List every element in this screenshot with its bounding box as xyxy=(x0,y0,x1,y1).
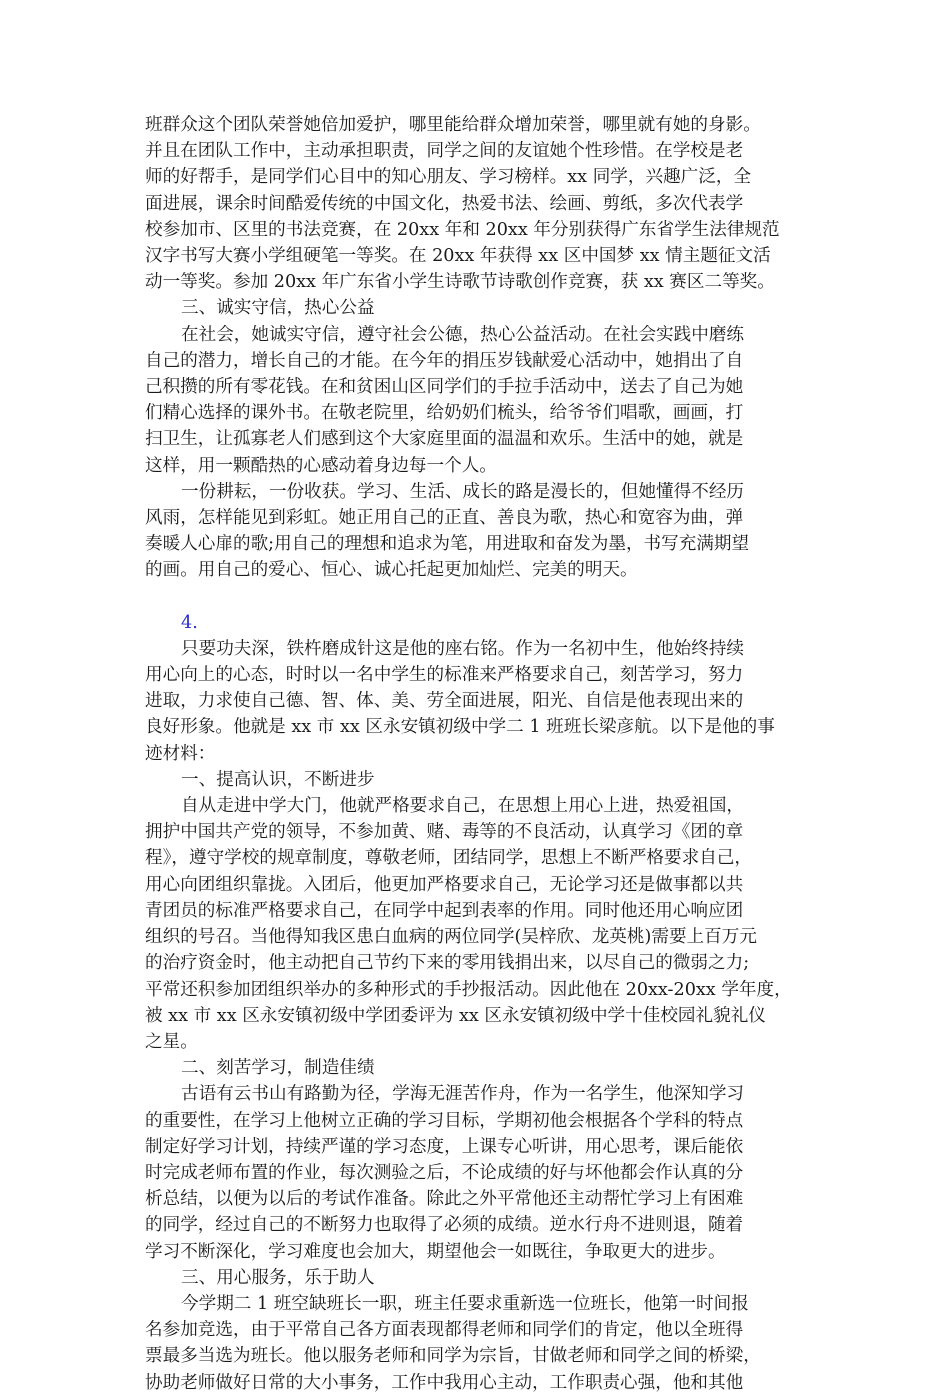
text-line: 只要功夫深，铁杵磨成针这是他的座右铭。作为一名初中生，他始终持续 xyxy=(181,638,745,659)
text-line: 的治疗资金时，他主动把自己节约下来的零用钱捐出来，以尽自己的微弱之力; xyxy=(145,953,750,974)
text-line: 析总结，以便为以后的考试作准备。除此之外平常他还主动帮忙学习上有困难 xyxy=(145,1189,744,1210)
text-line: 面进展，课余时间酷爱传统的中国文化，热爱书法、绘画、剪纸，多次代表学 xyxy=(145,193,744,214)
text-line: 自己的潜力，增长自己的才能。在今年的捐压岁钱献爱心活动中，她捐出了自 xyxy=(145,350,744,371)
text-line: 之星。 xyxy=(145,1031,198,1052)
paragraph-progress xyxy=(145,793,811,1055)
text-line: 的重要性，在学习上他树立正确的学习目标，学期初他会根据各个学科的特点 xyxy=(145,1110,744,1131)
text-line: 汉字书写大赛小学组硬笔一等奖。在 20xx 年获得 xx 区中国梦 xx 情主题征文活 xyxy=(145,246,771,267)
paragraph-continuation xyxy=(145,112,811,295)
text-line: 古语有云书山有路勤为径，学海无涯苦作舟，作为一名学生，他深知学习 xyxy=(181,1084,745,1105)
text-line: 青团员的标准严格要求自己，在同学中起到表率的作用。同时他还用心响应团 xyxy=(145,900,744,921)
document-page xyxy=(145,112,811,1396)
text-line: 时完成老师布置的作业，每次测验之后，不论成绩的好与坏他都会作认真的分 xyxy=(145,1162,744,1183)
text-line: 进取，力求使自己德、智、体、美、劳全面进展，阳光、自信是他表现出来的 xyxy=(145,691,744,712)
text-line: 被 xx 市 xx 区永安镇初级中学团委评为 xx 区永安镇初级中学十佳校园礼貌礼仪 xyxy=(145,1005,766,1026)
text-line: 在社会，她诚实守信，遵守社会公德，热心公益活动。在社会实践中磨练 xyxy=(181,324,745,345)
text-line: 迹材料： xyxy=(145,743,216,764)
text-line: 用心向上的心态，时时以一名中学生的标准来严格要求自己，刻苦学习，努力 xyxy=(145,665,744,686)
text-line: 良好形象。他就是 xx 市 xx 区永安镇初级中学二 1 班班长梁彦航。以下是他的事 xyxy=(145,717,775,738)
text-line: 学习不断深化，学习难度也会加大，期望他会一如既往，争取更大的进步。 xyxy=(145,1241,726,1262)
text-line: 的画。用自己的爱心、恒心、诚心托起更加灿烂、完美的明天。 xyxy=(145,560,638,581)
section-heading xyxy=(145,1055,811,1081)
text-line: 拥护中国共产党的领导，不参加黄、赌、毒等的不良活动，认真学习《团的章 xyxy=(145,822,744,843)
heading-text: 一、提高认识，不断进步 xyxy=(181,769,375,790)
section-number-text: 4. xyxy=(181,612,198,633)
text-line: 班群众这个团队荣誉她倍加爱护，哪里能给群众增加荣誉，哪里就有她的身影。 xyxy=(145,115,761,135)
text-line: 一份耕耘，一份收获。学习、生活、成长的路是漫长的，但她懂得不经历 xyxy=(181,481,745,502)
text-line: 这样，用一颗酷热的心感动着身边每一个人。 xyxy=(145,455,497,476)
paragraph-intro xyxy=(145,636,811,767)
text-line: 今学期二 1 班空缺班长一职，班主任要求重新选一位班长，他第一时间报 xyxy=(181,1293,749,1314)
text-line: 奏暖人心扉的歌;用自己的理想和追求为笔，用进取和奋发为墨，书写充满期望 xyxy=(145,534,750,555)
text-line: 组织的号召。当他得知我区患白血病的两位同学(吴梓欣、龙英桃)需要上百万元 xyxy=(145,927,757,948)
text-line: 风雨，怎样能见到彩虹。她正用自己的正直、善良为歌，热心和宽容为曲，弹 xyxy=(145,508,744,529)
text-line: 协助老师做好日常的大小事务，工作中我用心主动，工作职责心强，他和其他 xyxy=(145,1372,744,1393)
text-line: 名参加竞选，由于平常自己各方面表现都得老师和同学们的肯定，他以全班得 xyxy=(145,1320,744,1341)
section-heading xyxy=(145,295,811,321)
section-number xyxy=(145,610,811,636)
paragraph-study xyxy=(145,1081,811,1264)
text-line: 制定好学习计划，持续严谨的学习态度，上课专心听讲，用心思考，课后能依 xyxy=(145,1136,744,1157)
text-line: 己积攒的所有零花钱。在和贫困山区同学们的手拉手活动中，送去了自己为她 xyxy=(145,377,744,398)
section-heading xyxy=(145,767,811,793)
paragraph-public-welfare xyxy=(145,322,811,479)
text-line: 们精心选择的课外书。在敬老院里，给奶奶们梳头，给爷爷们唱歌，画画，打 xyxy=(145,403,744,424)
text-line: 程》，遵守学校的规章制度，尊敬老师，团结同学，思想上不断严格要求自己， xyxy=(145,848,752,869)
heading-text: 三、用心服务，乐于助人 xyxy=(181,1267,375,1288)
paragraph-closing xyxy=(145,479,811,584)
text-line: 师的好帮手，是同学们心目中的知心朋友、学习榜样。xx 同学，兴趣广泛，全 xyxy=(145,167,752,188)
text-line: 自从走进中学大门，他就严格要求自己，在思想上用心上进，热爱祖国， xyxy=(181,796,745,817)
text-line: 扫卫生，让孤寡老人们感到这个大家庭里面的温温和欢乐。生活中的她，就是 xyxy=(145,429,744,450)
heading-text: 二、刻苦学习，制造佳绩 xyxy=(181,1058,375,1079)
text-line: 票最多当选为班长。他以服务老师和同学为宗旨，甘做老师和同学之间的桥梁， xyxy=(145,1346,761,1367)
text-line: 动一等奖。参加 20xx 年广东省小学生诗歌节诗歌创作竞赛，获 xx 赛区二等奖。 xyxy=(145,272,775,293)
text-line: 校参加市、区里的书法竞赛，在 20xx 年和 20xx 年分别获得广东省学生法律规范 xyxy=(145,219,780,240)
text-line: 的同学，经过自己的不断努力也取得了必须的成绩。逆水行舟不进则退，随着 xyxy=(145,1215,744,1236)
text-line: 用心向团组织靠拢。入团后，他更加严格要求自己，无论学习还是做事都以共 xyxy=(145,874,744,895)
paragraph-service xyxy=(145,1291,811,1396)
section-heading xyxy=(145,1265,811,1291)
text-line: 并且在团队工作中，主动承担职责，同学之间的友谊她个性珍惜。在学校是老 xyxy=(145,141,744,162)
text-line: 平常还积参加团组织举办的多种形式的手抄报活动。因此他在 20xx-20xx 学年度， xyxy=(145,979,792,1000)
heading-text: 三、诚实守信，热心公益 xyxy=(181,298,375,319)
